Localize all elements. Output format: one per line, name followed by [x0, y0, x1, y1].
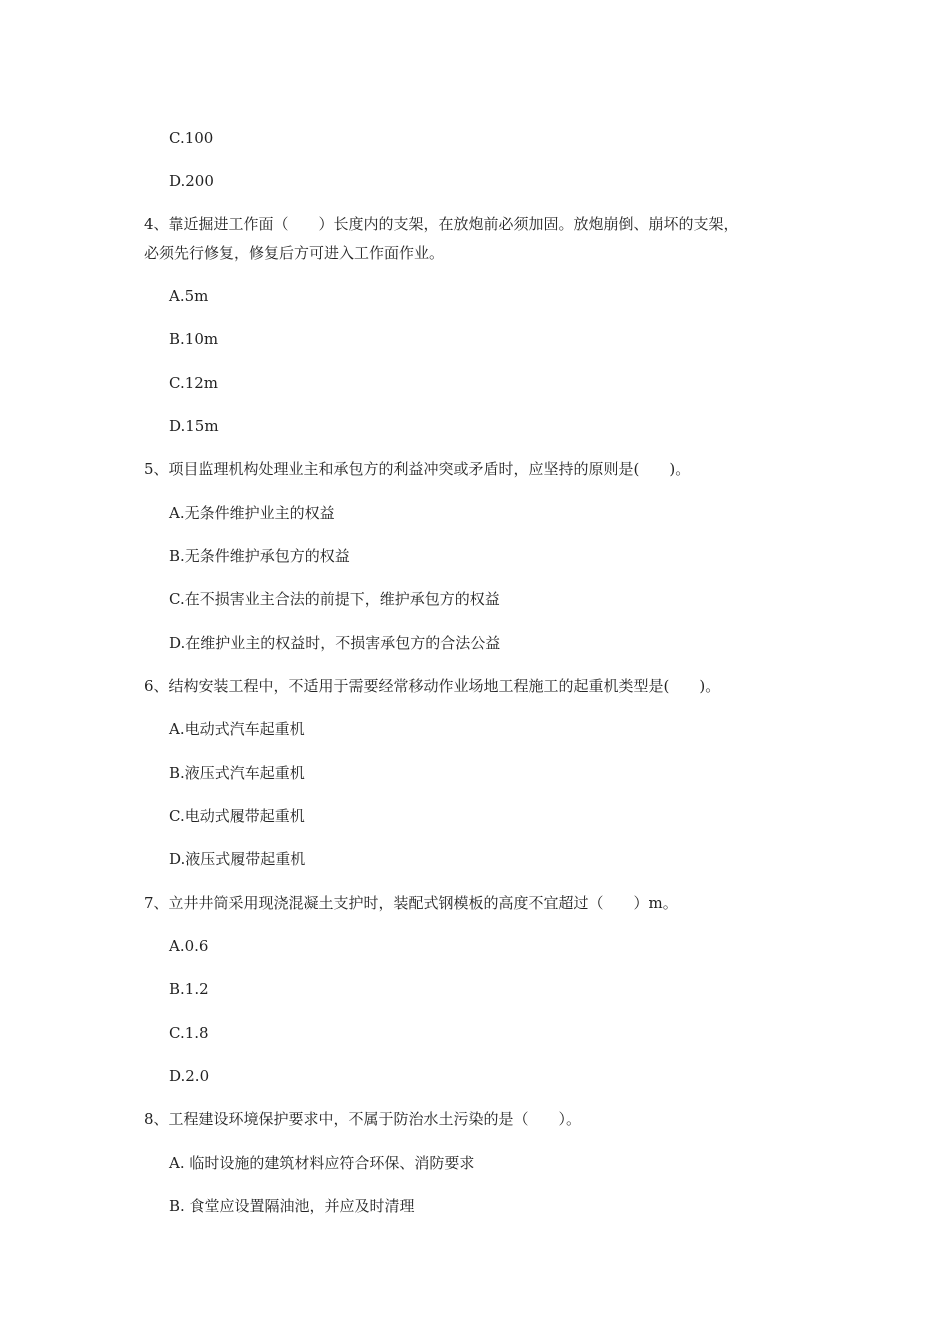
question-stem-continued: 必须先行修复，修复后方可进入工作面作业。 [144, 244, 445, 262]
option-c: C.12m [169, 374, 219, 392]
option-d: D.2.0 [169, 1067, 210, 1085]
option-c: C.100 [169, 129, 214, 147]
option-b: B. 食堂应设置隔油池，并应及时清理 [169, 1197, 415, 1215]
option-d: D.液压式履带起重机 [169, 850, 306, 868]
option-a: A.5m [169, 287, 209, 305]
option-a: A.电动式汽车起重机 [169, 720, 305, 738]
question-stem: 8、工程建设环境保护要求中，不属于防治水土污染的是（ ）。 [144, 1110, 582, 1128]
option-d: D.200 [169, 172, 214, 190]
option-c: C.1.8 [169, 1024, 209, 1042]
option-b: B.无条件维护承包方的权益 [169, 547, 350, 565]
option-c: C.在不损害业主合法的前提下，维护承包方的权益 [169, 590, 500, 608]
question-stem: 7、立井井筒采用现浇混凝土支护时，装配式钢模板的高度不宜超过（ ）m。 [144, 894, 678, 912]
question-stem: 6、结构安装工程中，不适用于需要经常移动作业场地工程施工的起重机类型是( )。 [144, 677, 721, 695]
option-b: B.液压式汽车起重机 [169, 764, 305, 782]
option-c: C.电动式履带起重机 [169, 807, 305, 825]
option-d: D.在维护业主的权益时，不损害承包方的合法公益 [169, 634, 501, 652]
option-b: B.1.2 [169, 980, 209, 998]
option-a: A.无条件维护业主的权益 [169, 504, 335, 522]
option-a: A.0.6 [169, 937, 209, 955]
option-a: A. 临时设施的建筑材料应符合环保、消防要求 [169, 1154, 475, 1172]
question-stem: 5、项目监理机构处理业主和承包方的利益冲突或矛盾时，应坚持的原则是( )。 [144, 460, 691, 478]
option-b: B.10m [169, 330, 219, 348]
question-stem: 4、靠近掘进工作面（ ）长度内的支架，在放炮前必须加固。放炮崩倒、崩坏的支架， [144, 215, 739, 233]
option-d: D.15m [169, 417, 219, 435]
